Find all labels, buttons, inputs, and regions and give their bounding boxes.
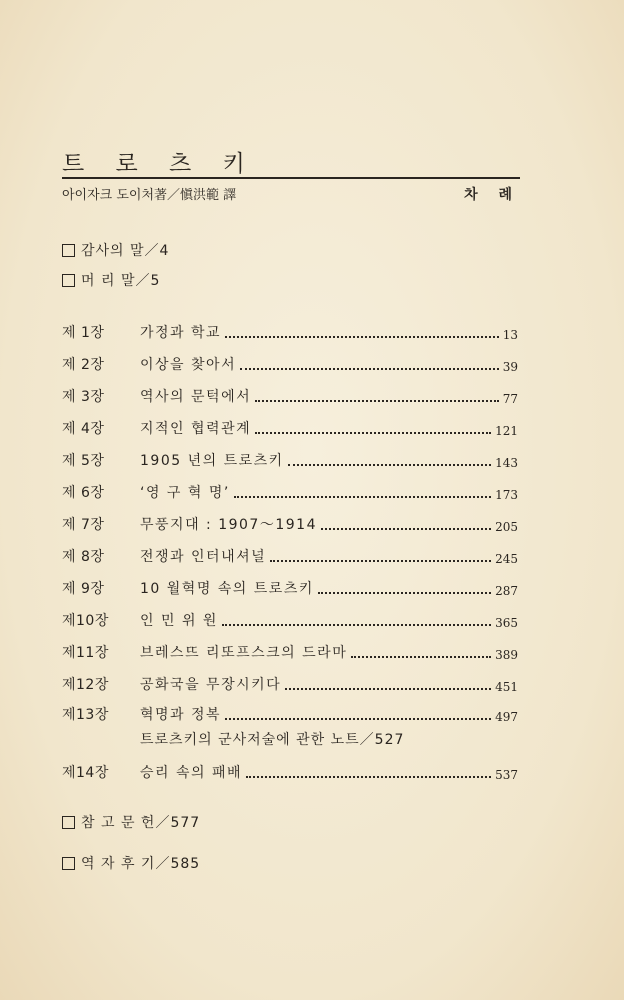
chapter-title: 무풍지대 : 1907～1914 [140,517,317,533]
back-matter-label: 참 고 문 헌／577 [81,815,201,831]
dot-leader [222,624,491,626]
chapter-number: 제 6장 [62,485,105,501]
dot-leader [225,336,499,338]
chapter-page: 77 [502,392,518,406]
dot-leader [285,688,491,690]
chapter-title: 승리 속의 패배 [140,765,243,781]
chapter-number: 제 8장 [62,549,105,565]
chapter-number: 제11장 [62,645,109,661]
front-matter-preface [62,270,160,290]
chapter-page: 205 [495,520,518,534]
chapter-13-subnote: 트로츠키의 군사저술에 관한 노트／527 [140,732,405,748]
chapter-title: 공화국을 무장시키다 [140,677,282,693]
chapter-page: 365 [495,616,518,630]
chapter-row-2 [62,350,518,374]
chapter-title: 인 민 위 원 [140,613,218,629]
checkbox-square-icon [62,274,75,287]
chapter-row-1 [62,318,518,342]
chapter-page: 497 [495,710,518,724]
chapter-title: 가정과 학교 [140,325,222,341]
chapter-row-7 [62,510,518,534]
chapter-title: 10 월혁명 속의 트로츠키 [140,581,314,597]
chapter-title: 브레스뜨 리또프스크의 드라마 [140,645,348,661]
checkbox-square-icon [62,816,75,829]
back-matter-label: 역 자 후 기／585 [81,856,201,872]
chapter-page: 389 [495,648,518,662]
dot-leader [234,496,491,498]
chapter-title: 역사의 문턱에서 [140,389,252,405]
chapter-number: 제 3장 [62,389,105,405]
chapter-page: 173 [495,488,518,502]
chapter-row-5 [62,446,518,470]
chapter-number: 제12장 [62,677,109,693]
contents-heading: 차 례 [464,187,520,203]
chapter-number: 제 9장 [62,581,105,597]
chapter-row-3 [62,382,518,406]
chapter-page: 537 [495,768,518,782]
chapter-row-11 [62,638,518,662]
dot-leader [255,432,491,434]
chapter-number: 제13장 [62,707,109,723]
chapter-number: 제 7장 [62,517,105,533]
chapter-number: 제14장 [62,765,109,781]
dot-leader [318,592,491,594]
back-matter-references [62,812,200,832]
book-title: 트 로 츠 키 [62,151,257,177]
dot-leader [246,776,491,778]
dot-leader [255,400,499,402]
checkbox-square-icon [62,857,75,870]
chapter-row-4 [62,414,518,438]
chapter-title: 혁명과 정복 [140,707,222,723]
front-matter-acknowledgements [62,240,169,260]
chapter-number: 제 4장 [62,421,105,437]
chapter-row-13 [62,700,518,724]
chapter-number: 제 2장 [62,357,105,373]
chapter-page: 245 [495,552,518,566]
dot-leader [351,656,491,658]
chapter-page: 451 [495,680,518,694]
front-matter-label: 감사의 말／4 [81,243,170,259]
front-matter-label: 머 리 말／5 [81,273,161,289]
chapter-row-8 [62,542,518,566]
chapter-row-10 [62,606,518,630]
dot-leader [288,464,491,466]
chapter-number: 제 5장 [62,453,105,469]
chapter-page: 39 [502,360,518,374]
chapter-page: 13 [502,328,518,342]
author-translator-line: 아이자크 도이처著／愼洪範 譯 [62,188,237,203]
chapter-row-12 [62,670,518,694]
chapter-page: 121 [495,424,518,438]
dot-leader [225,718,491,720]
dot-leader [270,560,491,562]
dot-leader [321,528,491,530]
checkbox-square-icon [62,244,75,257]
chapter-title: 1905 년의 트로츠키 [140,453,284,469]
chapter-page: 287 [495,584,518,598]
chapter-title: 전쟁과 인터내셔널 [140,549,267,565]
chapter-title: 이상을 찾아서 [140,357,237,373]
chapter-row-6 [62,478,518,502]
title-rule [62,177,520,179]
back-matter-translator-afterword [62,853,200,873]
chapter-title: 지적인 협력관계 [140,421,252,437]
dot-leader [240,368,499,370]
chapter-page: 143 [495,456,518,470]
table-of-contents [62,0,522,1000]
chapter-row-9 [62,574,518,598]
chapter-number: 제10장 [62,613,109,629]
chapter-number: 제 1장 [62,325,105,341]
chapter-title: ‘영 구 혁 명’ [140,485,230,501]
chapter-row-14 [62,758,518,782]
